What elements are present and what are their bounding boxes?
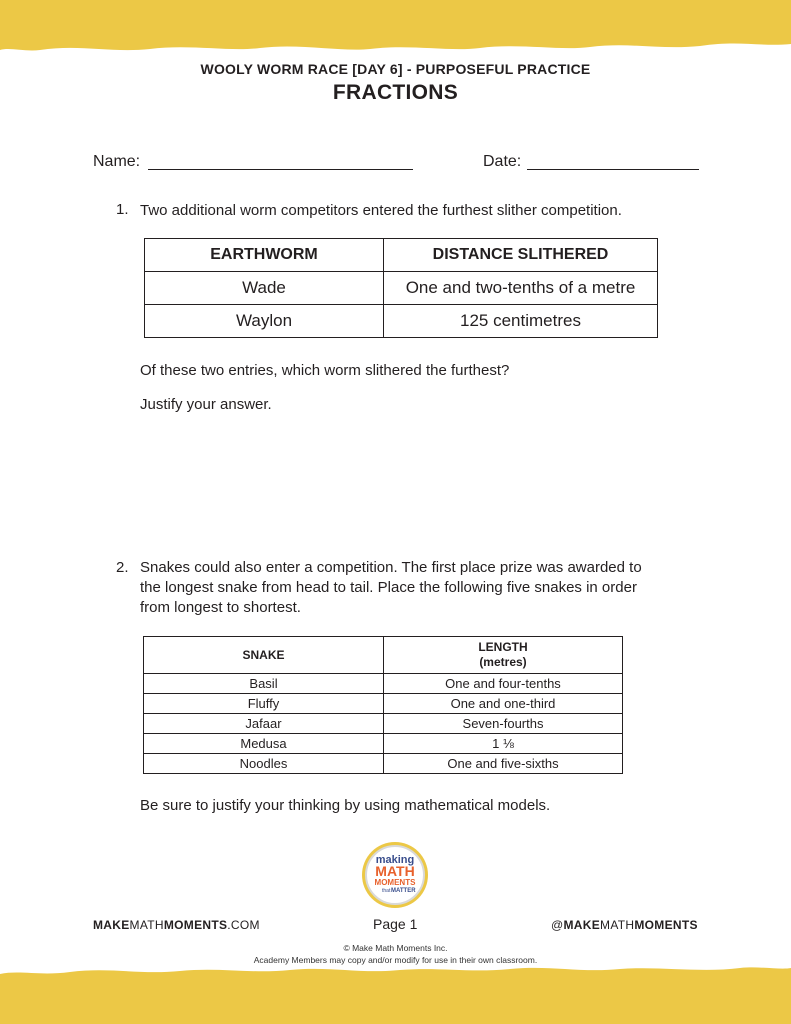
name-field[interactable] [148,169,413,170]
question-2-number: 2. [116,559,129,576]
question-2-note: Be sure to justify your thinking by using mathematical models. [140,797,551,814]
table-cell: 125 centimetres [384,305,658,338]
top-yellow-band [0,0,791,60]
handle-part: MATH [600,918,635,932]
table-cell: One and four-tenths [384,674,623,694]
worksheet-subtitle: WOOLY WORM RACE [DAY 6] - PURPOSEFUL PRACTICE [200,61,591,77]
handle-part: @ [551,918,564,932]
date-field[interactable] [527,169,699,170]
table-cell: Seven-fourths [384,714,623,734]
column-header: SNAKE [144,637,384,674]
question-2-line: Snakes could also enter a competition. The first place prize was awarded to [140,559,642,576]
table-row [144,734,623,754]
table-cell: Fluffy [144,694,384,714]
footer-handle [551,918,698,932]
snake-table [143,636,623,774]
question-2-line: the longest snake from head to tail. Place the following five snakes in order [140,579,637,596]
table-row [144,714,623,734]
handle-part: MAKE [563,918,601,932]
bottom-yellow-band [0,962,791,1024]
license-text: Academy Members may copy and/or modify for use in their own classroom. [253,955,538,965]
website-part: MATH [129,918,164,932]
logo-text-making: making [375,854,415,866]
table-row [145,272,658,305]
logo-text-moments: MOMENTS [374,878,416,887]
table-cell: 1 ⅛ [384,734,623,754]
table-cell: One and one-third [384,694,623,714]
table-cell: Wade [145,272,384,305]
website-part: MOMENTS [163,918,228,932]
name-label: Name: [93,153,141,170]
footer-website [93,918,260,932]
handle-part: MOMENTS [634,918,698,932]
table-row [144,754,623,774]
table-row [144,674,623,694]
question-2-text [140,558,642,618]
date-label: Date: [483,153,522,170]
website-part: MAKE [93,918,130,932]
table-header-row [145,239,658,272]
table-header-row [144,637,623,674]
copyright-text: © Make Math Moments Inc. [343,943,448,953]
logo-text-that: that [382,888,391,894]
question-2-line: from longest to shortest. [140,599,301,616]
making-math-moments-logo [361,841,429,909]
column-header [384,637,623,674]
page-number: Page 1 [373,916,418,932]
length-header: LENGTH [478,640,528,654]
table-cell: Noodles [144,754,384,774]
question-1-justify: Justify your answer. [140,396,272,413]
table-row [144,694,623,714]
website-part: .COM [227,918,260,932]
table-cell: One and five-sixths [384,754,623,774]
table-row [145,305,658,338]
question-1-number: 1. [116,201,129,218]
table-cell: Waylon [145,305,384,338]
logo-text-matter: MATTER [391,888,416,894]
question-1-text: Two additional worm competitors entered the furthest slither competition. [140,202,622,219]
table-cell: Basil [144,674,384,694]
table-cell: Jafaar [144,714,384,734]
column-header: DISTANCE SLITHERED [384,239,658,272]
units-header: (metres) [479,655,527,669]
table-cell: One and two-tenths of a metre [384,272,658,305]
logo-text-math: MATH [375,863,415,879]
question-1-prompt: Of these two entries, which worm slithered the furthest? [140,362,510,379]
column-header: EARTHWORM [145,239,384,272]
earthworm-table [144,238,658,338]
table-cell: Medusa [144,734,384,754]
worksheet-title: FRACTIONS [332,81,459,104]
